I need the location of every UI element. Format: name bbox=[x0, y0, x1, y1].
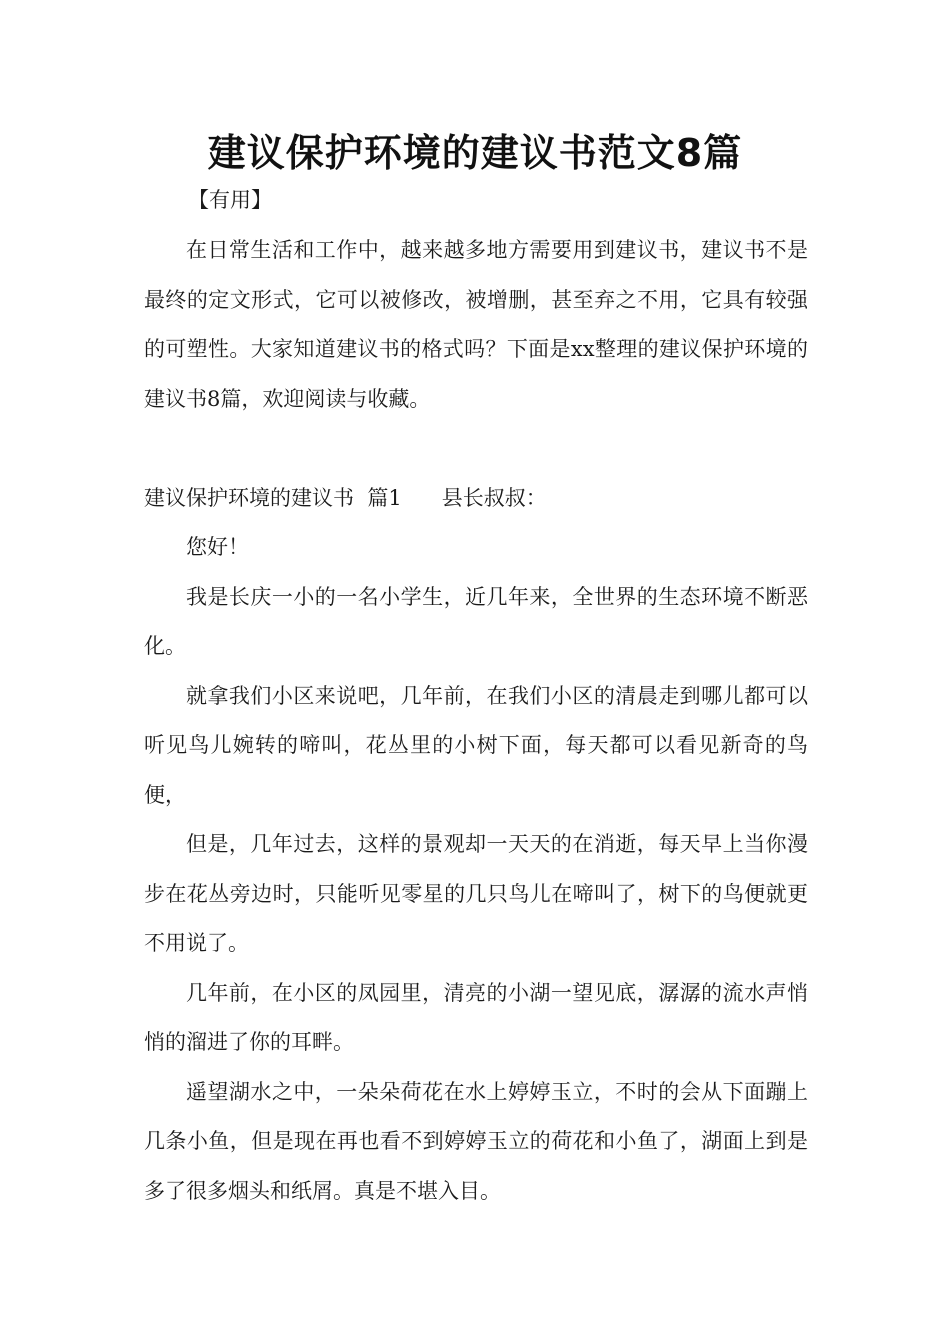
body-paragraph: 遥望湖水之中，一朵朵荷花在水上婷婷玉立，不时的会从下面蹦上几条小鱼，但是现在再也看不到婷婷玉立的荷花和小鱼了，湖面上到是多了很多烟头和纸屑。真是不堪入目。 bbox=[144, 1079, 808, 1203]
section-heading: 建议保护环境的建议书 篇1 县长叔叔： bbox=[144, 485, 547, 510]
document-body bbox=[144, 226, 808, 1216]
body-paragraph: 就拿我们小区来说吧，几年前，在我们小区的清晨走到哪儿都可以听见鸟儿婉转的啼叫，花丛里的小树下面，每天都可以看见新奇的鸟便， bbox=[144, 683, 808, 807]
body-paragraph: 我是长庆一小的一名小学生，近几年来，全世界的生态环境不断恶化。 bbox=[144, 584, 808, 658]
body-paragraph: 但是，几年过去，这样的景观却一天天的在消逝，每天早上当你漫步在花丛旁边时，只能听见零星的几只鸟儿在啼叫了，树下的鸟便就更不用说了。 bbox=[144, 832, 808, 955]
body-paragraph: 几年前，在小区的凤园里，清亮的小湖一望见底，潺潺的流水声悄悄的溜进了你的耳畔。 bbox=[144, 980, 808, 1054]
document-title: 建议保护环境的建议书范文8篇 bbox=[207, 131, 743, 175]
body-paragraph: 您好！ bbox=[186, 535, 249, 559]
paragraph-gap bbox=[144, 424, 808, 474]
intro-paragraph: 在日常生活和工作中，越来越多地方需要用到建议书，建议书不是最终的定文形式，它可以被修改，被增删，甚至弃之不用，它具有较强的可塑性。大家知道建议书的格式吗？下面是xx整理的建议保护环境的建议书8篇，欢迎阅读与收藏。 bbox=[144, 238, 808, 411]
document-subtitle: 【有用】 bbox=[188, 188, 272, 212]
